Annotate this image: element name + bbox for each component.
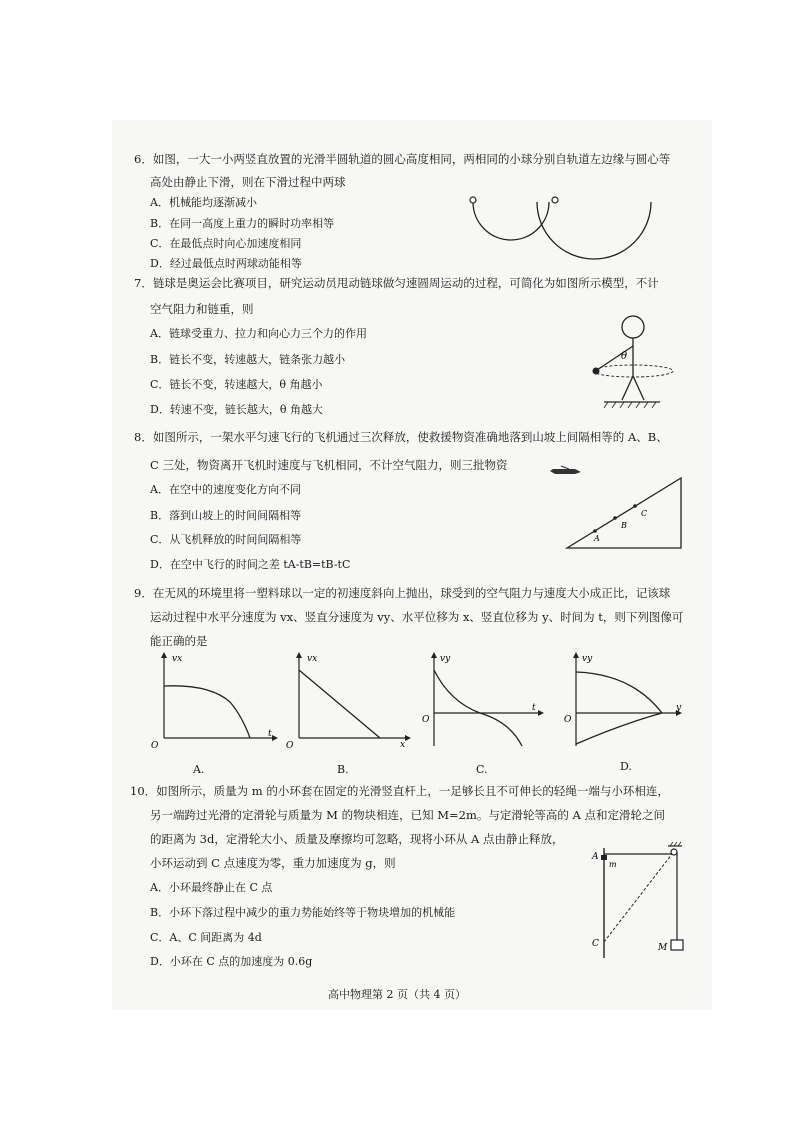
q10-label-c: C xyxy=(592,939,599,949)
q9-graph-c-xlabel: t xyxy=(532,703,536,713)
q9-graph-a xyxy=(150,650,280,750)
q9-graph-b-ylabel: vx xyxy=(307,654,318,664)
q9-graph-d xyxy=(562,650,697,750)
q10-label-m: m xyxy=(609,860,617,869)
q10-ring xyxy=(601,855,607,860)
q8-airdrop-slope-figure xyxy=(545,458,685,554)
q6-stem-line1: 6．如图，一大一小两竖直放置的光滑半圆轨道的圆心高度相同，两相同的小球分别自轨道左边缘与圆心等 xyxy=(134,152,671,166)
q8-option-b: B．落到山坡上的时间间隔相等 xyxy=(150,509,302,522)
q9-graph-c xyxy=(420,650,550,750)
q10-ring-pulley-figure xyxy=(590,842,700,962)
q10-label-big-m: M xyxy=(658,943,668,953)
q6-option-b: B．在同一高度上重力的瞬时功率相等 xyxy=(150,217,335,230)
q7-option-a: A．链球受重力、拉力和向心力三个力的作用 xyxy=(150,327,367,340)
q7-theta-label: θ xyxy=(621,351,628,362)
q9-graph-b-xlabel: x xyxy=(400,740,406,750)
q8-label-b: B xyxy=(621,521,627,530)
q10-stem-line1: 10．如图所示，质量为 m 的小环套在固定的光滑竖直杆上，一足够长且不可伸长的轻绳一端与小环相连， xyxy=(130,784,669,798)
page-footer: 高中物理第 2 页（共 4 页） xyxy=(328,988,466,1001)
q6-option-c: C．在最低点时向心加速度相同 xyxy=(150,237,302,250)
q8-label-c: C xyxy=(641,509,648,518)
q7-hammer-throw-figure xyxy=(590,314,680,410)
q9-caption-d: D. xyxy=(620,760,632,773)
q9-graph-d-xlabel: y xyxy=(676,703,682,713)
q6-ball-right xyxy=(552,197,558,203)
q10-option-a: A．小环最终静止在 C 点 xyxy=(150,881,273,894)
q10-stem-line4: 小环运动到 C 点速度为零，重力加速度为 g，则 xyxy=(150,856,396,870)
q10-option-c: C．A、C 间距离为 4d xyxy=(150,931,262,944)
q8-option-a: A．在空中的速度变化方向不同 xyxy=(150,483,301,496)
q9-graph-c-ylabel: vy xyxy=(440,654,451,664)
q9-stem-line2: 运动过程中水平分速度为 vx、竖直分速度为 vy、水平位移为 x、竖直位移为 y、时间为 t，则下列图像可 xyxy=(150,610,684,624)
q8-hill-slope xyxy=(567,478,681,548)
q8-stem-line2: C 三处，物资离开飞机时速度与飞机相同，不计空气阻力，则三批物资 xyxy=(150,458,508,472)
q6-semicircle-tracks-figure xyxy=(465,190,665,270)
q9-graph-a-ylabel: vx xyxy=(172,654,183,664)
q6-ball-left xyxy=(470,197,476,203)
q9-graph-c-curve xyxy=(434,670,522,746)
q7-option-b: B．链长不变，转速越大，链条张力越小 xyxy=(150,353,346,366)
q10-option-b: B．小环下落过程中减少的重力势能始终等于物块增加的机械能 xyxy=(150,906,456,919)
q7-option-d: D．转速不变，链长越大，θ 角越大 xyxy=(150,403,323,416)
q8-airplane-icon xyxy=(550,469,581,474)
q10-option-d: D．小环在 C 点的加速度为 0.6g xyxy=(150,955,313,968)
q9-graph-d-ylabel: vy xyxy=(582,654,593,664)
q8-stem-line1: 8．如图所示，一架水平匀速飞行的飞机通过三次释放，使救援物资准确地落到山坡上间隔相等的 A、B、 xyxy=(134,430,668,444)
q8-option-c: C．从飞机释放的时间间隔相等 xyxy=(150,533,302,546)
q10-label-a: A xyxy=(592,852,599,862)
q10-stem-line3: 的距离为 3d，定滑轮大小、质量及摩擦均可忽略，现将小环从 A 点由静止释放， xyxy=(150,832,564,846)
q6-large-track xyxy=(537,202,651,259)
q10-pulley xyxy=(671,849,677,855)
q6-stem-line2: 高处由静止下滑，则在下滑过程中两球 xyxy=(150,175,346,189)
q7-athlete-head xyxy=(622,316,644,338)
q9-graph-a-origin: O xyxy=(151,741,159,751)
q8-option-d: D．在空中飞行的时间之差 tA-tB=tB-tC xyxy=(150,558,351,571)
q6-option-d: D．经过最低点时两球动能相等 xyxy=(150,257,302,270)
q9-graph-b xyxy=(285,650,415,750)
q7-stem-line2: 空气阻力和链重，则 xyxy=(150,302,254,316)
q9-graph-d-upper-curve xyxy=(576,672,662,713)
q6-option-a: A．机械能均逐渐减小 xyxy=(150,196,257,209)
q10-stem-line2: 另一端跨过光滑的定滑轮与质量为 M 的物块相连，已知 M=2m。与定滑轮等高的 A 点和定滑轮之间 xyxy=(150,808,665,822)
q9-graph-a-xlabel: t xyxy=(268,729,272,739)
q9-graph-d-origin: O xyxy=(564,715,572,725)
q9-caption-c: C. xyxy=(476,763,488,776)
q9-graph-b-line xyxy=(299,670,380,738)
q7-option-c: C．链长不变，转速越大，θ 角越小 xyxy=(150,378,323,391)
q8-label-a: A xyxy=(594,534,600,543)
q9-stem-line1: 9．在无风的环境里将一塑料球以一定的初速度斜向上抛出，球受到的空气阻力与速度大小成正比，记该球 xyxy=(134,586,671,600)
q10-block-m xyxy=(671,940,683,950)
q7-chain xyxy=(597,346,633,370)
q9-caption-a: A. xyxy=(193,763,205,776)
q7-stem-line1: 7．链球是奥运会比赛项目，研究运动员甩动链球做匀速圆周运动的过程，可简化为如图所示模型，不计 xyxy=(134,276,659,290)
q9-caption-b: B. xyxy=(337,763,349,776)
q9-graph-b-origin: O xyxy=(286,741,294,751)
q9-graph-a-curve xyxy=(164,686,250,738)
q9-graph-c-origin: O xyxy=(422,715,430,725)
q9-graph-d-lower-curve xyxy=(576,713,662,744)
q9-stem-line3: 能正确的是 xyxy=(150,634,208,648)
